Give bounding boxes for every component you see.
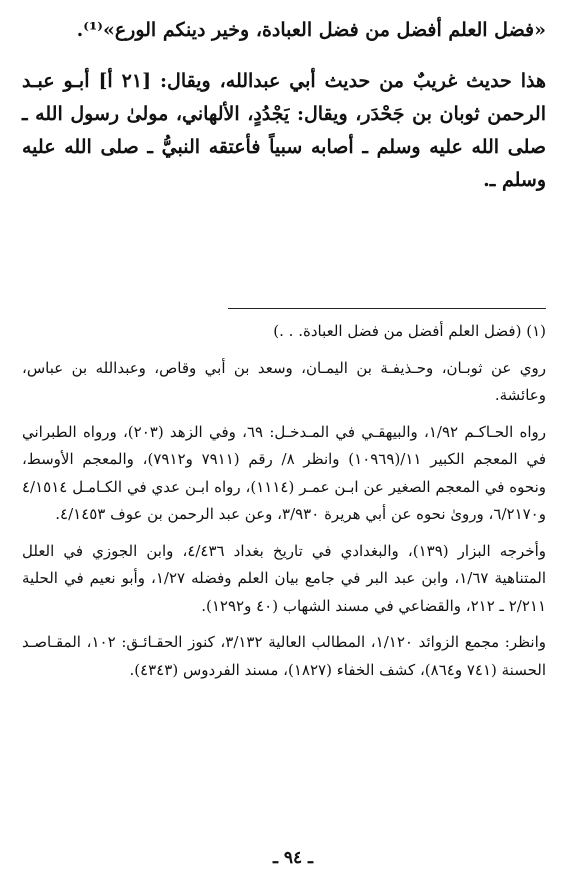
- hadith-quote: «فضل العلم أفضل من فضل العبادة، وخير دينكم الورع»⁽¹⁾.: [76, 19, 546, 41]
- footnote-divider: [228, 308, 546, 309]
- commentary-paragraph: هذا حديث غريبٌ من حديث أبي عبدالله، ويقال: [٢١ أ] أبـو عبـد الرحمن ثوبان بن جَحْدَر، ويقال: يَجْدُدٍ، الألهاني، مولىٰ رسول الله ـ صلى الله عليه وسلم ـ أصابه سبياً فأعتقه النبيُّ ـ صلى الله عليه وسلم ـ.: [22, 70, 546, 191]
- footnote-heading: (١) (فضل العلم أفضل من فضل العبادة. . .): [273, 322, 546, 340]
- footnotes: [22, 318, 546, 684]
- footnote-paragraph: وانظر: مجمع الزوائد ١/١٢٠، المطالب العالية ٣/١٣٢، كنوز الحقـائـق: ١٠٢، المقـاصـد الحسنة (٧٤١ و٨٦٤)، كشف الخفاء (١٨٢٧)، مسند الفردوس (٤٣٤٣).: [22, 633, 546, 679]
- main-text: [22, 14, 546, 197]
- footnote-paragraph: رواه الحـاكـم ١/٩٢، والبيهقـي في المـدخـل: ٦٩، وفي الزهد (٢٠٣)، ورواه الطبراني في المعجم الكبير ١١/(١٠٩٦٩) وانظر ٨/ رقم (٧٩١١ و٧٩١٢)، والمعجم الأوسط، ونحوه في المعجم الصغير عن ابـن عمـر (١١١٤)، رواه ابـن عدي في الكـامـل ٤/١٥١٤ و٦/٢١٧٠، وروىٰ نحوه عن أبي هريرة ٣/٩٣٠، وعن عبد الرحمن بن عوف ٤/١٤٥٣.: [22, 422, 547, 523]
- page-number: ـ ٩٤ ـ: [272, 848, 314, 868]
- footnote-paragraph: روي عن ثوبـان، وحـذيفـة بن اليمـان، وسعد بن أبي وقاص، وعبدالله بن عباس، وعائشة.: [22, 358, 546, 404]
- footnote-paragraph: وأخرجه البزار (١٣٩)، والبغدادي في تاريخ بغداد ٤/٤٣٦، وابن الجوزي في العلل المتناهية ١/٦٧، وابن عبد البر في جامع بيان العلم وفضله ١/٢٧، وأبو نعيم في الحلية ٢/٢١١ ـ ٢١٢، والقضاعي في مسند الشهاب (٤٠ و١٢٩٢).: [22, 541, 547, 615]
